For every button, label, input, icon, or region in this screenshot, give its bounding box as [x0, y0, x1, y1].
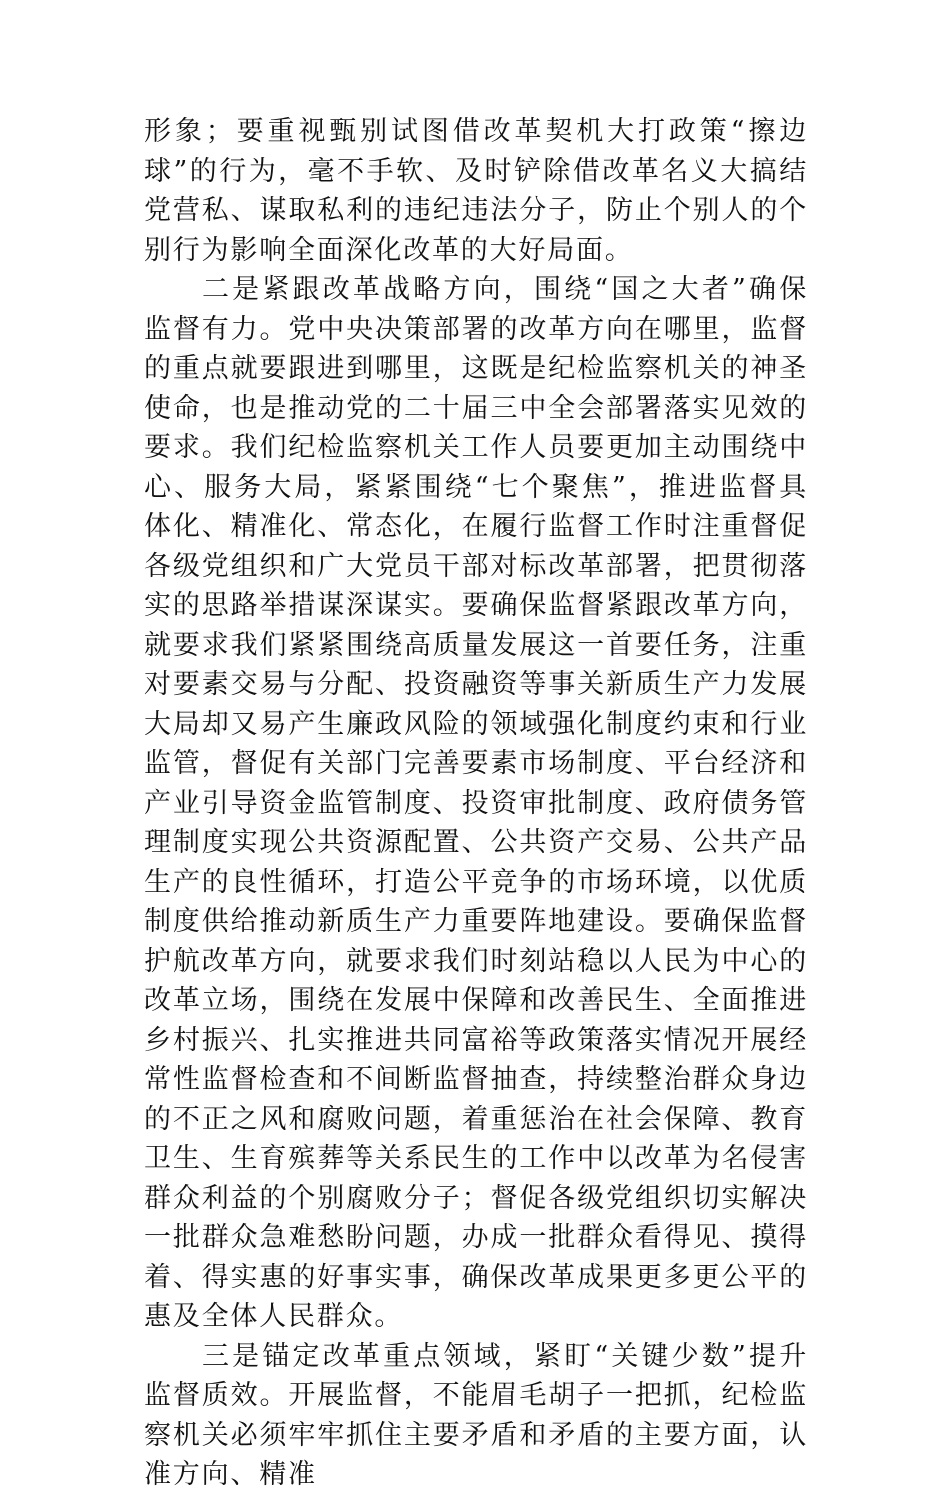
- paragraph-point-three: 三是锚定改革重点领域，紧盯“关键少数”提升监督质效。开展监督，不能眉毛胡子一把抓，纪检监察机关必须牢牢抓住主要矛盾和矛盾的主要方面，认准方向、精准: [144, 1340, 808, 1490]
- paragraph-point-two: 二是紧跟改革战略方向，围绕“国之大者”确保监督有力。党中央决策部署的改革方向在哪里，监督的重点就要跟进到哪里，这既是纪检监察机关的神圣使命，也是推动党的二十届三中全会部署落实见效的要求。我们纪检监察机关工作人员要更加主动围绕中心、服务大局，紧紧围绕“七个聚焦”，推进监督具体化、精准化、常态化，在履行监督工作时注重督促各级党组织和广大党员干部对标改革部署，把贯彻落实的思路举措谋深谋实。要确保监督紧跟改革方向，就要求我们紧紧围绕高质量发展这一首要任务，注重对要素交易与分配、投资融资等事关新质生产力发展大局却又易产生廉政风险的领域强化制度约束和行业监管，督促有关部门完善要素市场制度、平台经济和产业引导资金监管制度、投资审批制度、政府债务管理制度实现公共资源配置、公共资产交易、公共产品生产的良性循环，打造公平竞争的市场环境，以优质制度供给推动新质生产力重要阵地建设。要确保监督护航改革方向，就要求我们时刻站稳以人民为中心的改革立场，围绕在发展中保障和改善民生、全面推进乡村振兴、扎实推进共同富裕等政策落实情况开展经常性监督检查和不间断监督抽查，持续整治群众身边的不正之风和腐败问题，着重惩治在社会保障、教育卫生、生育殡葬等关系民生的工作中以改革为名侵害群众利益的个别腐败分子；督促各级党组织切实解决一批群众急难愁盼问题，办成一批群众看得见、摸得着、得实惠的好事实事，确保改革成果更多更公平的惠及全体人民群众。: [144, 274, 808, 1332]
- body-text: [144, 112, 808, 1495]
- paragraph-continuation: 形象；要重视甄别试图借改革契机大打政策“擦边球”的行为，毫不手软、及时铲除借改革名义大搞结党营私、谋取私利的违纪违法分子，防止个别人的个别行为影响全面深化改革的大好局面。: [144, 116, 808, 266]
